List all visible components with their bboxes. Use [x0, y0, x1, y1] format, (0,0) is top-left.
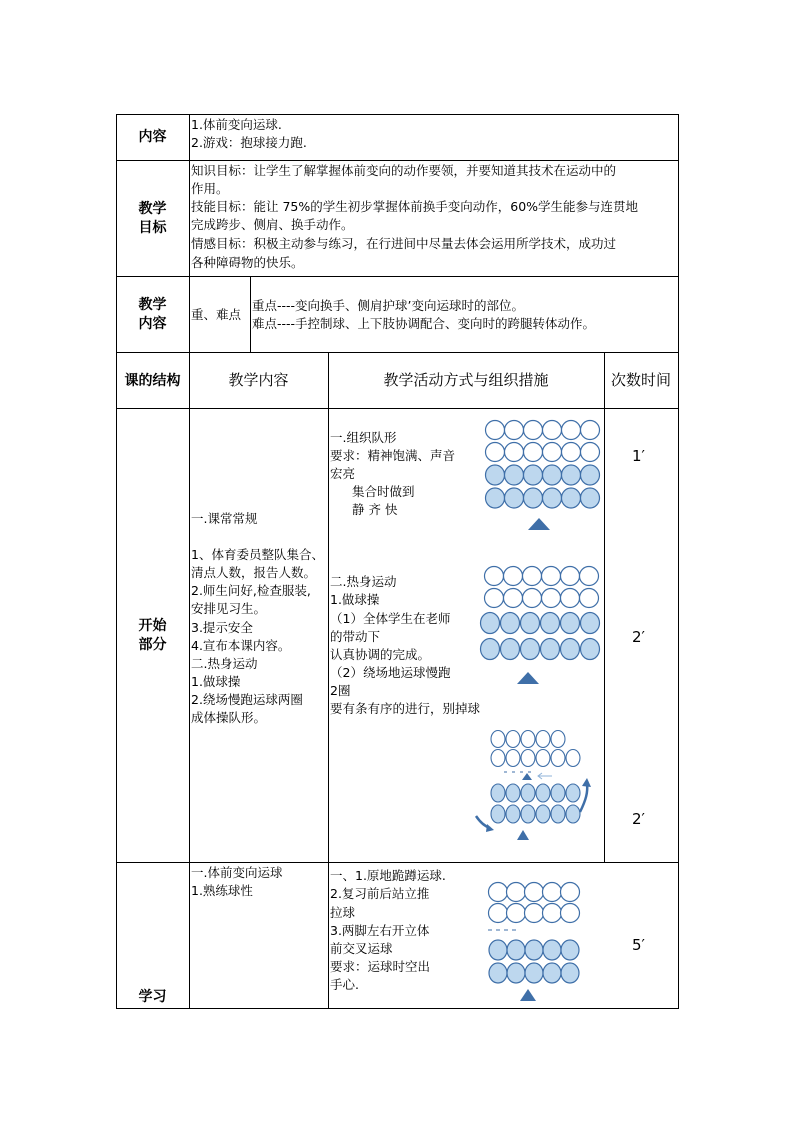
warmup-method-line: 1.做球操: [330, 592, 380, 607]
time-3: 2′: [632, 810, 645, 828]
difficulty-line: 难点----手控制球、上下肢协调配合、变向时的跨腿转体动作。: [252, 316, 596, 331]
time-2: 2′: [632, 628, 645, 646]
start-method-line: 集合时做到: [352, 484, 415, 499]
start-content-line: 4.宣布本课内容。: [191, 638, 291, 653]
start-content-line: 安排见习生。: [191, 601, 267, 616]
warmup-method-line: 二.热身运动: [330, 574, 397, 589]
warmup-method-line: （2）绕场地运球慢跑: [330, 665, 451, 680]
warmup-method-line: 认真协调的完成。: [330, 647, 431, 662]
start-content-line: 3.提示安全: [191, 620, 253, 635]
warmup-method-line: 的带动下: [330, 629, 381, 644]
table-border-top: [116, 114, 679, 115]
start-content-line: 2.师生问好,检查服装,: [191, 583, 311, 598]
learn-content-line: 1.熟练球性: [191, 883, 253, 898]
content-item-2: 2.游戏：抱球接力跑.: [191, 135, 307, 150]
goal-line-1: 知识目标：让学生了解掌握体前变向的动作要领，并要知道其技术在运动中的: [191, 163, 617, 178]
start-label-1: 开始: [138, 618, 167, 634]
start-content-line: 1、体育委员整队集合、: [191, 547, 324, 562]
warmup-method-line: 要有条有序的进行，别掉球: [330, 701, 481, 716]
start-method-line: 宏亮: [330, 466, 356, 481]
formation-diagram-warmup: [479, 564, 601, 688]
content-item-1: 1.体前变向运球.: [191, 117, 282, 132]
col-divider-sublabel: [250, 276, 251, 352]
header-structure: 课的结构: [124, 373, 181, 389]
row-divider-1: [116, 160, 679, 161]
goal-line-3: 技能目标：能让 75%的学生初步掌握体前换手变向动作，60%学生能参与连贯地: [191, 199, 639, 214]
table-border-left: [116, 114, 117, 1009]
start-content-line: 1.做球操: [191, 674, 241, 689]
start-method-line: 要求：精神饱满、声音: [330, 448, 456, 463]
header-time: 次数时间: [610, 371, 671, 389]
time-1: 1′: [632, 447, 645, 465]
formation-diagram-assembly: [482, 418, 600, 536]
col-divider-label: [189, 114, 190, 1009]
key-point-line: 重点----变向换手、侧肩护球’变向运球时的部位。: [252, 298, 525, 313]
row-divider-2: [116, 276, 679, 277]
header-methods: 教学活动方式与组织措施: [383, 371, 549, 389]
learn-method-line: 拉球: [330, 905, 356, 920]
goal-line-4: 完成跨步、侧肩、换手动作。: [191, 217, 354, 232]
warmup-method-line: （1）全体学生在老师: [330, 611, 451, 626]
row-goals-label-2: 目标: [138, 220, 167, 236]
goal-line-2: 作用。: [191, 181, 229, 196]
learn-method-line: 3.两脚左右开立体: [330, 923, 430, 938]
learn-label: 学习: [138, 989, 167, 1005]
table-border-bottom: [116, 1008, 679, 1009]
learn-time: 5′: [632, 936, 645, 954]
row-key-sublabel: 重、难点: [191, 307, 242, 322]
learn-method-line: 手心.: [330, 977, 359, 992]
col-divider-time: [604, 352, 605, 862]
start-content-line: 2.绕场慢跑运球两圈: [191, 692, 303, 707]
row-key-label-2: 内容: [138, 316, 167, 332]
formation-diagram-learning: [486, 880, 590, 1004]
learn-method-line: 2.复习前后站立推: [330, 886, 430, 901]
start-content-line: 成体操队形。: [191, 710, 267, 725]
start-content-line: 清点人数，报告人数。: [191, 565, 317, 580]
row-content-label: 内容: [138, 129, 167, 145]
formation-diagram-laps: [472, 726, 594, 842]
row-key-label-1: 教学: [138, 297, 167, 313]
col-divider-methods: [328, 352, 329, 1009]
row-divider-3: [116, 352, 679, 353]
row-goals-label-1: 教学: [138, 201, 167, 217]
goal-line-6: 各种障碍物的快乐。: [191, 255, 304, 270]
learn-method-line: 要求：运球时空出: [330, 959, 431, 974]
warmup-method-line: 2圈: [330, 683, 351, 698]
learn-method-line: 一、1.原地跪蹲运球.: [330, 868, 446, 883]
start-method-line: 静 齐 快: [352, 502, 398, 517]
learn-content-line: 一.体前变向运球: [191, 865, 283, 880]
start-method-line: 一.组织队形: [330, 430, 397, 445]
learn-method-line: 前交叉运球: [330, 941, 393, 956]
start-label-2: 部分: [138, 637, 167, 653]
start-content-line: 一.课常常规: [191, 511, 258, 526]
header-content: 教学内容: [228, 371, 289, 389]
row-divider-4: [116, 408, 679, 409]
row-divider-5: [116, 862, 679, 863]
start-content-line: 二.热身运动: [191, 656, 258, 671]
table-border-right: [678, 114, 679, 1009]
goal-line-5: 情感目标：积极主动参与练习，在行进间中尽量去体会运用所学技术，成功过: [191, 236, 617, 251]
